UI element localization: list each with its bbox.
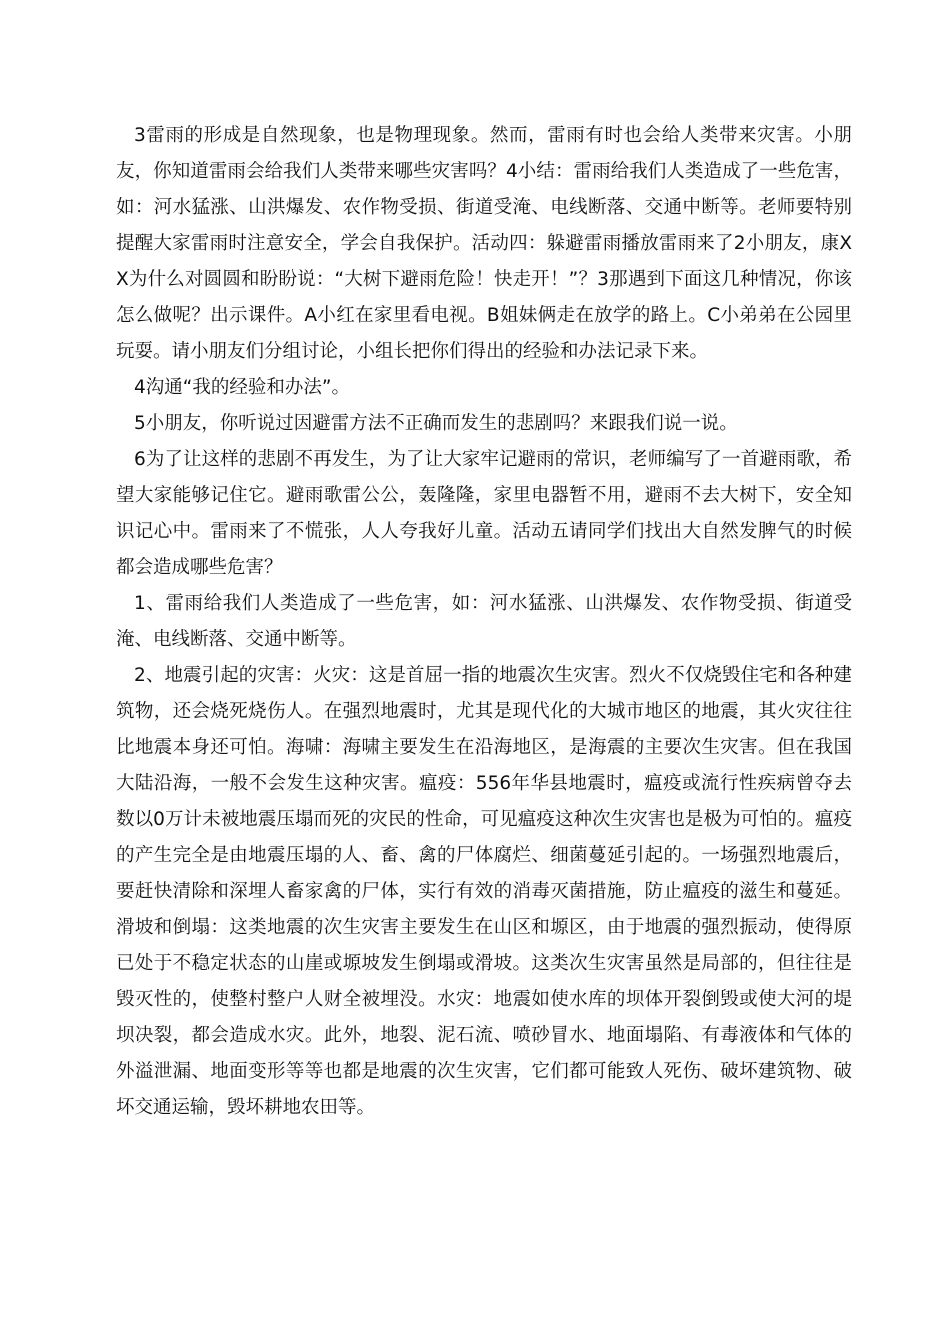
- document-body: [116, 118, 852, 1126]
- paragraph-thunderstorm-damage-list: 1、雷雨给我们人类造成了一些危害，如：河水猛涨、山洪爆发、农作物受损、街道受淹、电线断落、交通中断等。: [116, 593, 852, 650]
- paragraph-communicate-experience: 4沟通“我的经验和办法”。: [134, 377, 350, 398]
- paragraph-earthquake-disasters: 2、地震引起的灾害：火灾：这是首屈一指的地震次生灾害。烈火不仅烧毁住宅和各种建筑物，还会烧死烧伤人。在强烈地震时，尤其是现代化的大城市地区的地震，其火灾往往比地震本身还可怕。海啸：海啸主要发生在沿海地区，是海震的主要次生灾害。但在我国大陆沿海，一般不会发生这种灾害。瘟疫：556年华县地震时，瘟疫或流行性疾病曾夺去数以0万计未被地震压塌而死的灾民的性命，可见瘟疫这种次生灾害也是极为可怕的。瘟疫的产生完全是由地震压塌的人、畜、禽的尸体腐烂、细菌蔓延引起的。一场强烈地震后，要赶快清除和深埋人畜家禽的尸体，实行有效的消毒灭菌措施，防止瘟疫的滋生和蔓延。滑坡和倒塌：这类地震的次生灾害主要发生在山区和塬区，由于地震的强烈振动，使得原已处于不稳定状态的山崖或塬坡发生倒塌或滑坡。这类次生灾害虽然是局部的，但往往是毁灭性的，使整村整户人财全被埋没。水灾：地震如使水库的坝体开裂倒毁或使大河的堤坝决裂，都会造成水灾。此外，地裂、泥石流、喷砂冒水、地面塌陷、有毒液体和气体的外溢泄漏、地面变形等等也都是地震的次生灾害，它们都可能致人死伤、破坏建筑物、破坏交通运输，毁坏耕地农田等。: [116, 665, 852, 1118]
- paragraph-shelter-song: 6为了让这样的悲剧不再发生，为了让大家牢记避雨的常识，老师编写了一首避雨歌，希望大家能够记住它。避雨歌雷公公，轰隆隆，家里电器暂不用，避雨不去大树下，安全知识记心中。雷雨来了不慌张，人人夸我好儿童。活动五请同学们找出大自然发脾气的时候都会造成哪些危害？: [116, 449, 852, 578]
- paragraph-thunderstorm-hazards: 3雷雨的形成是自然现象，也是物理现象。然而，雷雨有时也会给人类带来灾害。小朋友，你知道雷雨会给我们人类带来哪些灾害吗？4小结：雷雨给我们人类造成了一些危害，如：河水猛涨、山洪爆发、农作物受损、街道受淹、电线断落、交通中断等。老师要特别提醒大家雷雨时注意安全，学会自我保护。活动四：躲避雷雨播放雷雨来了2小朋友，康XX为什么对圆圆和盼盼说：“大树下避雨危险！快走开！”？3那遇到下面这几种情况，你该怎么做呢？出示课件。A小红在家里看电视。B姐妹俩走在放学的路上。C小弟弟在公园里玩耍。请小朋友们分组讨论，小组长把你们得出的经验和办法记录下来。: [116, 125, 852, 362]
- paragraph-tragedy-discussion: 5小朋友，你听说过因避雷方法不正确而发生的悲剧吗？来跟我们说一说。: [134, 413, 738, 434]
